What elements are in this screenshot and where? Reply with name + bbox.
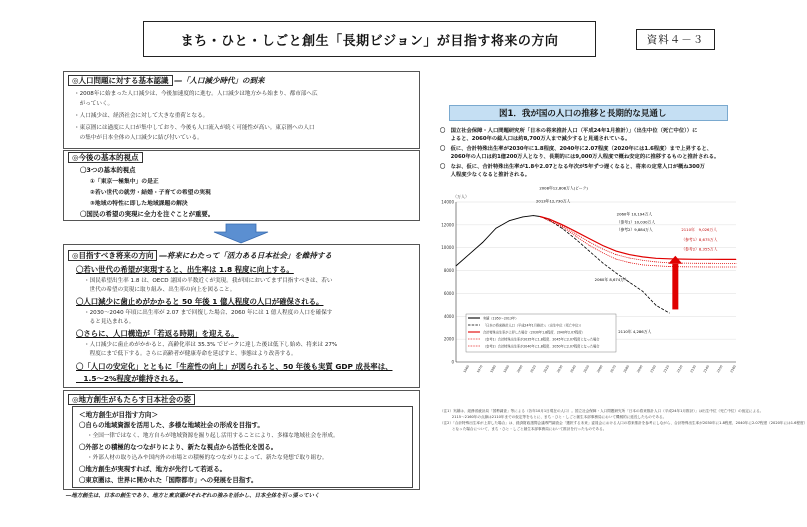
text-line: ・人口減少は、経済社会に対して大きな重荷となる。 <box>74 113 209 119</box>
data-point <box>522 217 523 218</box>
data-point <box>576 236 577 237</box>
y-tick-label: 10000 <box>441 245 454 251</box>
data-point <box>736 259 737 260</box>
data-point <box>616 259 617 260</box>
data-point <box>642 256 643 257</box>
text-line: 〇「人口の安定化」とともに「生産性の向上」が図られると、50 年後も実質 GDP 成長率は、 <box>76 362 393 371</box>
x-tick-label: 2010 <box>529 364 537 374</box>
x-tick-label: 2090 <box>636 364 644 374</box>
data-point <box>562 227 563 228</box>
data-point <box>722 259 723 260</box>
data-point <box>736 263 737 264</box>
y-tick-label: 14000 <box>441 199 454 205</box>
text-line: 〇地方創生が実現すれば、地方が先行して若返る。 <box>79 465 226 473</box>
sub-section-label: ＜地方創生が目指す方向＞ <box>79 411 159 419</box>
bullet-line: よると、2060年の総人口は約8,700万人まで減少すると見通されている。 <box>440 136 631 142</box>
figure-title: 図1．我が国の人口の推移と長期的な見通し <box>449 105 728 121</box>
data-point <box>669 313 670 314</box>
text-line: 〇若い世代の希望が実現すると、出生率は 1.8 程度に向上する。 <box>76 265 294 274</box>
text-line: 〇自らの地域資源を活用した、多様な地域社会の形成を目指す。 <box>79 421 264 429</box>
data-point <box>682 266 683 267</box>
text-line: ・全国一律ではなく、地方自らが地域資源を掘り起し活用することにより、多様な地域社会を形成。 <box>87 433 339 439</box>
section-future-direction <box>63 244 420 388</box>
section-label: ◎目指すべき将来の方向 <box>68 250 157 261</box>
text-line: ・人口減少に歯止めがかかると、高齢化率は 35.3% でピークに達した後は低下し始め、将来は 27% <box>84 342 338 348</box>
data-point <box>642 260 643 261</box>
list-item: ②若い世代の就労・結婚・子育ての希望の実現 <box>90 190 211 196</box>
x-tick-label: 2080 <box>622 364 631 374</box>
data-point <box>629 254 630 255</box>
data-point <box>469 254 470 255</box>
bullet-line: 〇 なお、仮に、合計特殊出生率が1.8や2.07となる年次が5年ずつ遅くなると、将来の定常人口が概ね300万 <box>440 164 705 170</box>
data-point <box>696 263 697 264</box>
text-line: 〇人口減少に歯止めがかかると 50 年後 1 億人程度の人口が確保される。 <box>76 297 324 306</box>
text-line: 〇東京圏は、世界に開かれた「国際都市」への発展を目指す。 <box>79 476 258 484</box>
population-chart <box>436 185 740 408</box>
data-point <box>602 245 603 246</box>
x-tick-label: 2000 <box>516 364 524 374</box>
x-tick-label: 2130 <box>689 364 697 374</box>
text-line: 世代の希望の実現に取り組み、出生率の向上を図ること。 <box>84 287 236 293</box>
x-tick-label: 2060 <box>596 364 604 374</box>
uplift-arrow-icon <box>668 256 682 264</box>
annotation-label: 2110年 4,286万人 <box>618 329 652 335</box>
x-tick-label: 1980 <box>489 364 497 374</box>
x-tick-label: 2070 <box>609 364 617 374</box>
legend-entry: （参考2）合計特殊出生率が2040年に1.8程度、2050年に2.07程度となった場合 <box>483 344 600 349</box>
data-point <box>669 266 670 267</box>
data-point <box>576 234 577 235</box>
legend-entry: 合計特殊出生率が上昇した場合（2030年1.8程度、2040年2.07程度） <box>483 330 585 335</box>
data-point <box>709 259 710 260</box>
note-line: （注1）実績は、総務省統計局「国勢調査」等による（各年10月1日現在の人口）。国立社会保障・人口問題研究所「日本の将来推計人口（平成24年1月推計）」は出生中位（死亡中位）の仮定による。 <box>440 409 764 413</box>
figure-bullets <box>436 124 741 188</box>
data-point <box>629 262 630 263</box>
document-number: 資料４－３ <box>636 29 715 50</box>
annotation-label: 2060年 10,194万人 <box>616 211 653 217</box>
list-item: ③地域の特性に即した地域課題の解決 <box>90 201 188 207</box>
section-subtitle: ―「人口減少時代」の到来 <box>174 76 265 85</box>
data-point <box>736 267 737 268</box>
x-tick-label: 2150 <box>716 364 724 374</box>
data-point <box>509 220 510 221</box>
page-title: まち・ひと・しごと創生「長期ビジョン」が目指す将来の方向 <box>143 21 596 57</box>
data-point <box>722 263 723 264</box>
text-line: ・外部人材の取り込みや国内外の市場との積極的なつながりによって、新たな発想で取り組む。 <box>87 455 328 461</box>
x-tick-label: 1990 <box>502 364 511 374</box>
x-tick-label: 2140 <box>702 364 711 374</box>
data-point <box>540 216 541 217</box>
data-point <box>562 228 563 229</box>
note-line: 2115～2160年の点線は2110年までの仮定等をもとに、まち・ひと・しごと創生本部事務局において機械的に延長したものである。 <box>440 415 667 419</box>
data-point <box>642 264 643 265</box>
x-tick-label: 2030 <box>556 364 564 374</box>
y-tick-label: 4000 <box>443 313 454 319</box>
text-line: ・2030～2040 年頃に出生率が 2.07 まで回復した場合、2060 年には 1 億人程度の人口を確保す <box>84 310 333 316</box>
section-label: ◎今後の基本的視点 <box>68 152 143 163</box>
data-point <box>589 242 590 243</box>
text-line: 〇外部との積極的なつながりにより、新たな視点から活性化を図る。 <box>79 443 278 451</box>
text-line: 〇さらに、人口構造が「若返る時期」を迎える。 <box>76 329 239 338</box>
data-point <box>616 251 617 252</box>
section-basic-recognition-heading <box>68 75 265 86</box>
data-point <box>496 228 497 229</box>
note-line: （注2）「合計特殊出生率が上昇した場合」は、経済財政諮問会議専門調査会「選択する未来」委員会における人口の将来推計を参考にしながら、合計特殊出生率が2030年に1.8程度、2040年に2.07程度（2020年には1.6程度） <box>440 421 807 425</box>
data-point <box>696 267 697 268</box>
bullet-line: 2060年の人口は約1億200万人となり、長期的には9,000万人程度で概ね安定的に推移するものと推計される。 <box>440 154 720 160</box>
figure-notes <box>440 409 807 439</box>
section-basic-viewpoints-heading <box>68 152 143 163</box>
y-tick-label: 6000 <box>443 290 454 296</box>
data-point <box>709 263 710 264</box>
text-line: 1.5～2%程度が維持される。 <box>76 374 183 383</box>
list-item: 〇国民の希望の実現に全力を注ぐことが重要。 <box>80 210 215 218</box>
data-point <box>562 224 563 225</box>
note-line: となった場合について、まち・ひと・しごと創生本部事務局において推計を行ったものである。 <box>440 427 607 431</box>
text-line: がっていく。 <box>74 101 114 107</box>
data-point <box>589 245 590 246</box>
data-point <box>562 226 563 227</box>
bullet-line: 人程度少なくなると推計される。 <box>440 172 531 178</box>
bullet-line: 〇 仮に、合計特殊出生率が2030年に1.8程度、2040年に2.07程度（2020年には1.6程度）まで上昇すると、 <box>440 146 713 152</box>
section-basic-viewpoints <box>63 150 420 221</box>
data-point <box>602 252 603 253</box>
data-point <box>602 262 603 263</box>
list-item: 〇3つの基本的視点 <box>80 166 136 174</box>
section-regional-revitalization-heading <box>68 394 195 405</box>
text-line: 程度にまで低下する。さらに高齢者が健康寿命を延ばすと、事態はより改善する。 <box>84 351 297 357</box>
data-point <box>589 238 590 239</box>
data-point <box>482 242 483 243</box>
y-tick-label: 0 <box>451 359 454 365</box>
legend-entry: 「日本の将来推計人口（平成24年1月推計）」（出生中位（死亡中位）） <box>483 323 584 328</box>
section-regional-revitalization <box>63 390 420 490</box>
annotation-label: （参考2）9,884万人 <box>616 227 653 233</box>
data-point <box>576 239 577 240</box>
section-label: ◎地方創生がもたらす日本社会の姿 <box>68 394 195 405</box>
annotation-label: 2013年12,730万人 <box>536 198 571 204</box>
data-point <box>456 265 457 266</box>
text-line: の集中が日本全体の人口減少に結び付いている。 <box>74 135 203 141</box>
annotation-label: 2110年 9,026万人 <box>681 226 718 232</box>
x-tick-label: 2100 <box>649 364 657 374</box>
section-basic-recognition <box>63 71 420 149</box>
annotation-label: （参考1）10,030万人 <box>616 219 656 225</box>
data-point <box>576 231 577 232</box>
data-point <box>602 249 603 250</box>
data-point <box>629 282 630 283</box>
sub-section-box <box>72 406 413 488</box>
series-line <box>456 216 540 266</box>
section-label: ◎人口問題に対する基本認識 <box>68 75 173 86</box>
list-item: ①「東京一極集中」の是正 <box>90 179 159 185</box>
section-footer-text: ―地方創生は、日本の創生であり、地方と東京圏がそれぞれの強みを活かし、日本全体を引っ張っていく <box>66 493 320 499</box>
annotation-label: （参考1）8,675万人 <box>681 236 718 242</box>
data-point <box>656 305 657 306</box>
y-tick-label: 12000 <box>441 222 454 228</box>
annotation-label: （参考2）8,355万人 <box>681 246 718 252</box>
legend-entry: 実績（1950～2013年） <box>483 316 519 321</box>
y-tick-label: 2000 <box>443 336 454 342</box>
text-line: ・国民希望出生率 1.8 は、OECD 諸国の半数近くが実現。我が国においてまず目指すべきは、若い <box>84 278 333 284</box>
data-point <box>682 259 683 260</box>
data-point <box>656 265 657 266</box>
data-point <box>642 291 643 292</box>
section-subtitle: ―将来にわたって「活力ある日本社会」を維持する <box>159 251 332 260</box>
x-tick-label: 2160 <box>729 364 737 374</box>
annotation-label: 2008年12,808万人(ピーク) <box>539 185 588 191</box>
data-point <box>549 219 550 220</box>
data-point <box>589 251 590 252</box>
data-point <box>656 258 657 259</box>
text-line: ると見込まれる。 <box>84 319 135 325</box>
annotation-label: 2060年 8,674万人 <box>594 276 628 282</box>
uplift-arrow-shaft <box>672 264 678 310</box>
bullet-line: 〇 国立社会保障・人口問題研究所「日本の将来推計人口（平成24年1月推計）」（出生中位（死亡中位））に <box>440 128 698 134</box>
data-point <box>656 261 657 262</box>
x-tick-label: 2020 <box>542 364 551 374</box>
data-point <box>709 267 710 268</box>
data-point <box>616 272 617 273</box>
x-tick-label: 2120 <box>676 364 684 374</box>
y-tick-label: 8000 <box>443 268 454 274</box>
data-point <box>533 215 534 216</box>
x-tick-label: 2040 <box>569 364 577 374</box>
data-point <box>616 254 617 255</box>
x-tick-label: 1970 <box>476 364 484 374</box>
data-point <box>682 263 683 264</box>
x-tick-label: 2050 <box>582 364 591 374</box>
data-point <box>629 258 630 259</box>
x-tick-label: 1960 <box>462 364 471 374</box>
text-line: ・2008年に始まった人口減少は、今後加速度的に進む。人口減少は地方から始まり、都市部へ広 <box>74 91 318 97</box>
legend-entry: （参考1）合計特殊出生率が2035年に1.8程度、2045年に2.07程度となった場合 <box>483 337 600 342</box>
data-point <box>669 258 670 259</box>
down-arrow-icon <box>206 224 276 244</box>
data-point <box>722 267 723 268</box>
y-axis-label: （万人） <box>453 194 469 199</box>
section-future-direction-heading <box>68 250 332 261</box>
data-point <box>669 262 670 263</box>
text-line: ・東京圏には過度に人口が集中しており、今後も人口流入が続く可能性が高い。東京圏への人口 <box>74 125 315 131</box>
data-point <box>696 259 697 260</box>
x-tick-label: 2110 <box>662 364 671 374</box>
